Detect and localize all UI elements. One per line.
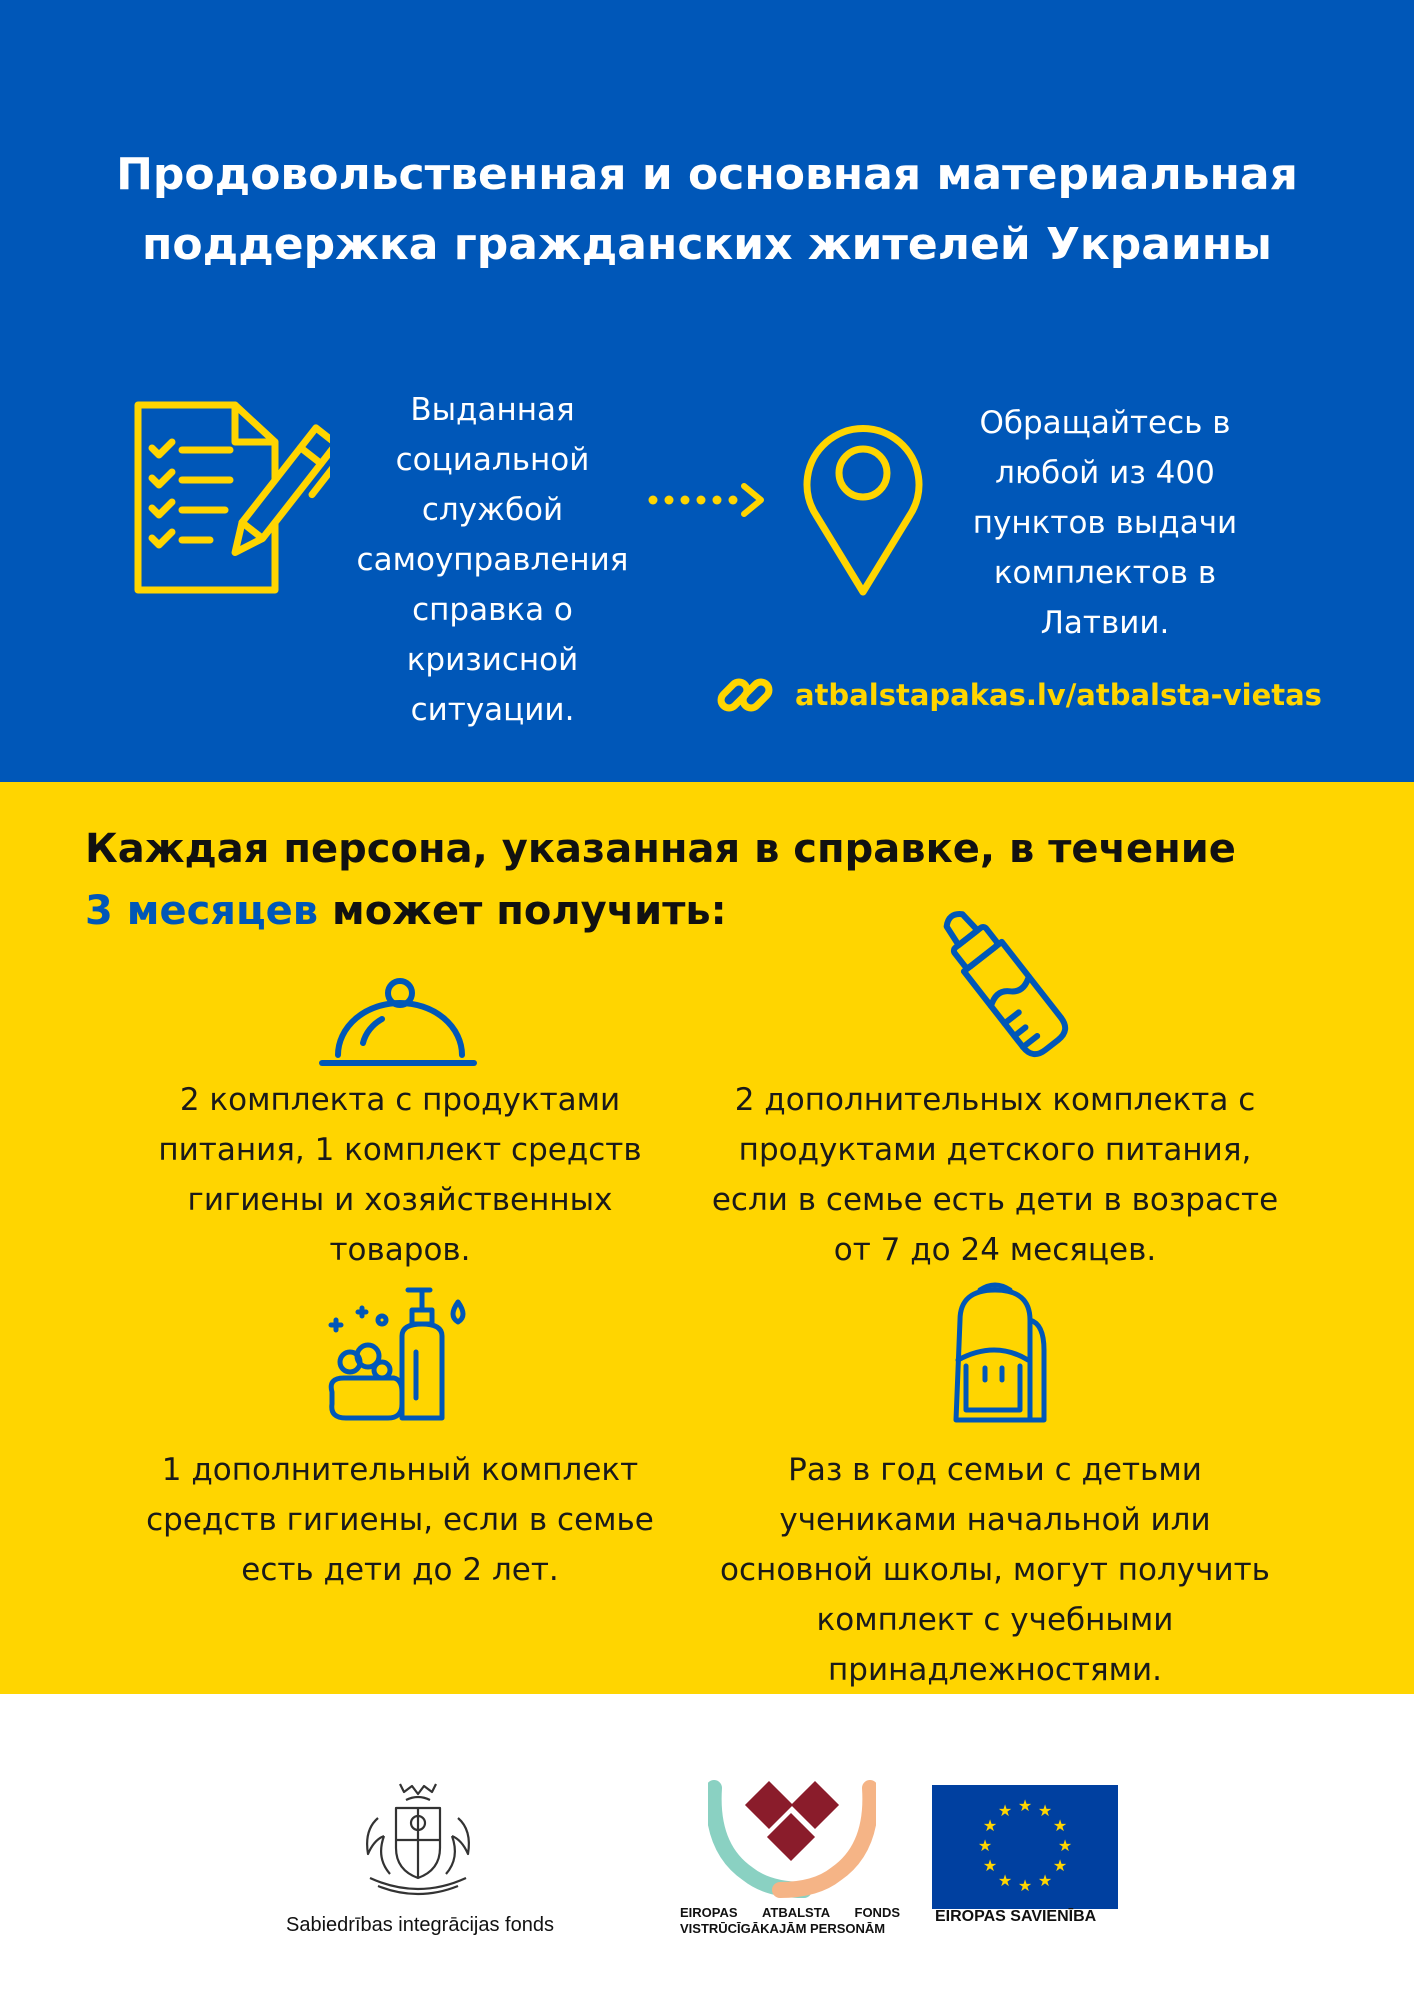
document-pen-icon — [130, 400, 330, 600]
eu-flag-icon — [932, 1785, 1118, 1909]
entitlement-item-baby-food: 2 дополнительных комплекта с продуктами детского питания, если в семье есть дети в возрасте от 7 до 24 месяцев. — [711, 1082, 1279, 1268]
location-pin-icon — [798, 410, 928, 600]
svg-text:★: ★ — [1057, 1836, 1073, 1855]
headline-accent-duration: 3 месяцев — [85, 888, 319, 934]
svg-text:★: ★ — [1052, 1856, 1068, 1875]
svg-text:★: ★ — [997, 1871, 1013, 1890]
food-cloche-icon — [318, 975, 478, 1070]
svg-text:★: ★ — [977, 1836, 993, 1855]
sif-logo-label: Sabiedrības integrācijas fonds — [286, 1914, 554, 1936]
entitlement-headline — [85, 818, 1345, 942]
svg-text:★: ★ — [1017, 1796, 1033, 1815]
latvia-coat-of-arms-icon — [348, 1778, 488, 1903]
entitlement-item-food: 2 комплекта с продуктами питания, 1 комплект средств гигиены и хозяйственных товаров. — [158, 1082, 642, 1268]
eaf-logo-label — [680, 1905, 900, 1937]
headline-line1: Каждая персона, указанная в справке, в течение — [85, 826, 1236, 872]
svg-text:★: ★ — [982, 1816, 998, 1835]
support-points-link[interactable]: atbalstapakas.lv/atbalsta-vietas — [795, 678, 1322, 712]
step1-text: Выданная социальной службой самоуправления справка о кризисной ситуации. — [356, 392, 629, 728]
eaf-word-eiropas: EIROPAS — [680, 1905, 738, 1920]
dotted-arrow-icon — [648, 482, 768, 518]
entitlement-item-school: Раз в год семьи с детьми учениками начальной или основной школы, могут получить комплект с учебными принадлежностями. — [720, 1452, 1270, 1688]
eaf-word-fonds: FONDS — [854, 1905, 900, 1920]
european-aid-fund-logo — [708, 1778, 876, 1906]
eaf-label-line1 — [680, 1905, 900, 1921]
eu-logo-label: EIROPAS SAVIENĪBA — [935, 1908, 1097, 1925]
blue-banner — [0, 0, 1414, 782]
svg-text:★: ★ — [1017, 1876, 1033, 1895]
backpack-icon — [940, 1280, 1060, 1430]
headline-line2 — [85, 880, 1345, 942]
entitlement-item-hygiene: 1 дополнительный комплект средств гигиены, если в семье есть дети до 2 лет. — [146, 1452, 654, 1588]
svg-text:★: ★ — [1037, 1871, 1053, 1890]
page-title: Продовольственная и основная материальная поддержка гражданских жителей Украины — [116, 149, 1298, 270]
step2-text: Обращайтесь в любой из 400 пунктов выдачи комплектов в Латвии. — [972, 405, 1238, 641]
baby-bottle-icon — [915, 895, 1095, 1075]
eaf-label-line2: VISTRŪCĪGĀKAJĀM PERSONĀM — [680, 1921, 886, 1936]
footer-section — [0, 1694, 1414, 2000]
hygiene-soap-icon — [322, 1280, 472, 1430]
headline-tail: может получить: — [318, 888, 727, 934]
link-icon — [715, 665, 775, 725]
svg-text:★: ★ — [1037, 1801, 1053, 1820]
eaf-word-atbalsta: ATBALSTA — [761, 1905, 831, 1920]
svg-text:★: ★ — [997, 1801, 1013, 1820]
svg-text:★: ★ — [982, 1856, 998, 1875]
svg-text:★: ★ — [1052, 1816, 1068, 1835]
